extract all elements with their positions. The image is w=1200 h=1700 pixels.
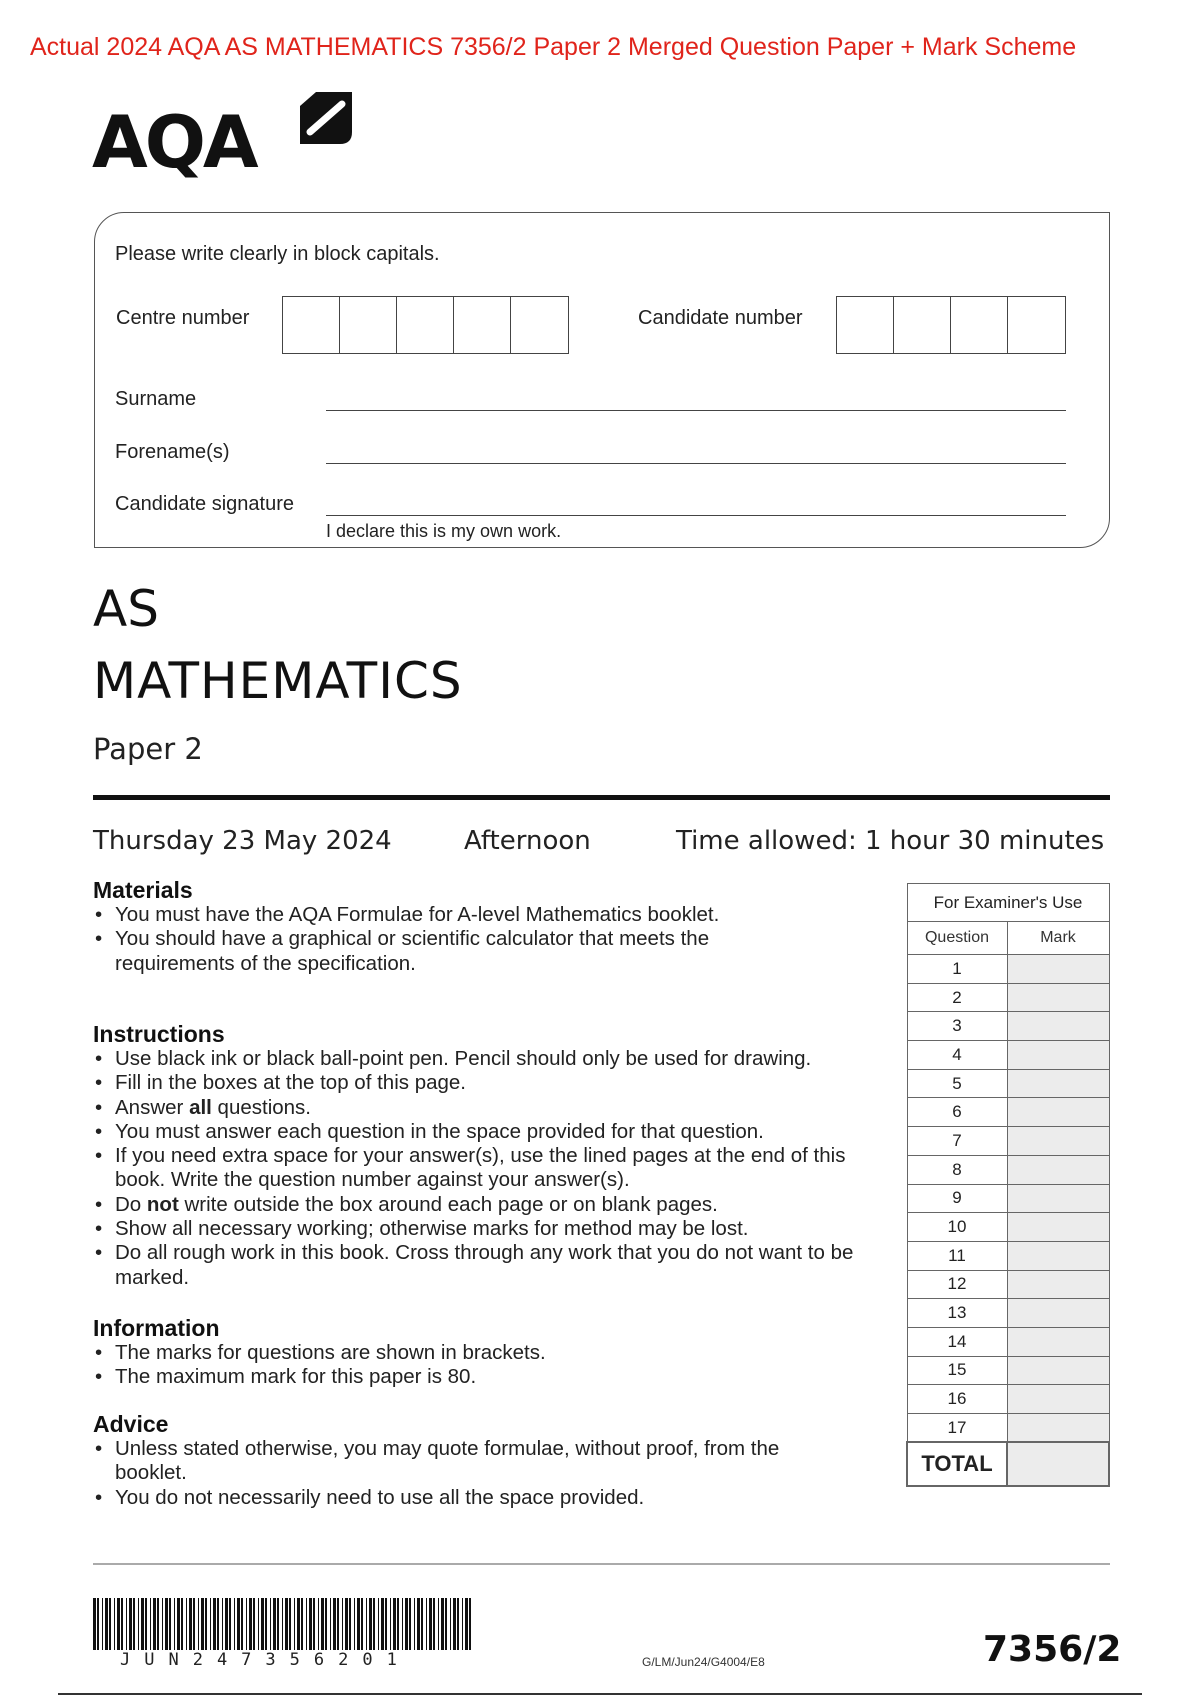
centre-number-boxes[interactable] — [282, 296, 569, 354]
candidate-number-digit[interactable] — [894, 297, 951, 353]
forename-field[interactable] — [326, 463, 1066, 464]
barcode-bar — [249, 1598, 252, 1650]
barcode-bar — [189, 1598, 192, 1650]
barcode-bar — [121, 1598, 123, 1650]
aqa-tick-icon — [298, 92, 352, 144]
table-row — [907, 1356, 1109, 1385]
page-bottom-line — [58, 1693, 1142, 1695]
header-divider — [93, 795, 1110, 800]
barcode-bar — [246, 1598, 247, 1650]
list-item: • The marks for questions are shown in brackets. — [93, 1341, 893, 1365]
barcode-bar — [285, 1598, 288, 1650]
surname-label: Surname — [115, 388, 197, 410]
mark-cell — [1007, 955, 1109, 984]
answer-all-suffix: questions. — [211, 1095, 312, 1119]
do-not-emphasis: not — [146, 1192, 179, 1216]
barcode-bar — [393, 1598, 396, 1650]
barcode-bar — [342, 1598, 343, 1650]
barcode-bar — [409, 1598, 411, 1650]
barcode-bar — [277, 1598, 279, 1650]
barcode-bar — [429, 1598, 432, 1650]
candidate-number-digit[interactable] — [837, 297, 894, 353]
barcode-bar — [109, 1598, 111, 1650]
barcode-bar — [390, 1598, 391, 1650]
candidate-number-digit[interactable] — [951, 297, 1008, 353]
question-number-cell: 14 — [907, 1327, 1007, 1356]
barcode-bar — [465, 1598, 468, 1650]
centre-number-digit[interactable] — [340, 297, 397, 353]
table-row — [907, 1241, 1109, 1270]
subject-name: MATHEMATICS — [93, 652, 463, 710]
subject-level: AS — [93, 580, 159, 638]
barcode-bar — [301, 1598, 303, 1650]
barcode-bar — [337, 1598, 339, 1650]
question-column-header: Question — [907, 922, 1007, 955]
question-number-cell: 12 — [907, 1270, 1007, 1299]
list-item — [93, 1096, 893, 1120]
barcode — [93, 1598, 473, 1650]
barcode-bar — [361, 1598, 363, 1650]
barcode-bar — [313, 1598, 315, 1650]
question-rows — [907, 955, 1109, 1443]
answer-all-prefix: Answer — [115, 1095, 190, 1119]
mark-cell — [1007, 1385, 1109, 1414]
table-row — [907, 1184, 1109, 1213]
barcode-bar — [138, 1598, 139, 1650]
barcode-text: JUN247356201 — [120, 1650, 411, 1670]
barcode-bar — [181, 1598, 183, 1650]
mark-cell — [1007, 1127, 1109, 1156]
barcode-bar — [198, 1598, 199, 1650]
list-item: • You should have a graphical or scientific calculator that meets the requirements of the specification. — [93, 927, 753, 976]
table-row — [907, 1270, 1109, 1299]
barcode-bar — [457, 1598, 459, 1650]
barcode-bar — [210, 1598, 211, 1650]
mark-cell — [1007, 1414, 1109, 1443]
barcode-bar — [234, 1598, 235, 1650]
barcode-bar — [102, 1598, 103, 1650]
barcode-bar — [225, 1598, 228, 1650]
barcode-bar — [373, 1598, 375, 1650]
barcode-bar — [354, 1598, 355, 1650]
barcode-bar — [385, 1598, 387, 1650]
table-row — [907, 983, 1109, 1012]
barcode-bar — [201, 1598, 204, 1650]
barcode-bar — [241, 1598, 243, 1650]
barcode-bar — [366, 1598, 367, 1650]
barcode-bar — [265, 1598, 267, 1650]
barcode-bar — [426, 1598, 427, 1650]
barcode-bar — [129, 1598, 132, 1650]
mark-cell — [1007, 1213, 1109, 1242]
list-item: • Use black ink or black ball-point pen. Pencil should only be used for drawing. — [93, 1047, 893, 1071]
barcode-bar — [433, 1598, 435, 1650]
list-item: • Unless stated otherwise, you may quote formulae, without proof, from the booklet. — [93, 1437, 813, 1486]
mark-cell — [1007, 1356, 1109, 1385]
question-number-cell: 13 — [907, 1299, 1007, 1328]
mark-cell — [1007, 1299, 1109, 1328]
total-label: TOTAL — [907, 1442, 1007, 1486]
table-row — [907, 1299, 1109, 1328]
barcode-bar — [205, 1598, 207, 1650]
mark-cell — [1007, 1155, 1109, 1184]
barcode-bar — [297, 1598, 300, 1650]
table-row — [907, 1069, 1109, 1098]
information-section — [93, 1315, 893, 1390]
table-row — [907, 1041, 1109, 1070]
information-heading: Information — [93, 1315, 220, 1341]
table-row — [907, 1414, 1109, 1443]
barcode-bar — [357, 1598, 360, 1650]
exam-date: Thursday 23 May 2024 — [93, 826, 392, 856]
mark-cell — [1007, 1098, 1109, 1127]
barcode-bar — [153, 1598, 156, 1650]
barcode-bar — [114, 1598, 115, 1650]
mark-cell — [1007, 1041, 1109, 1070]
centre-number-digit[interactable] — [283, 297, 340, 353]
question-number-cell: 11 — [907, 1241, 1007, 1270]
forename-label: Forename(s) — [115, 441, 230, 463]
signature-field[interactable] — [326, 515, 1066, 516]
centre-number-digit[interactable] — [511, 297, 568, 353]
list-item: • You do not necessarily need to use all the space provided. — [93, 1486, 893, 1510]
barcode-bar — [378, 1598, 379, 1650]
barcode-bar — [97, 1598, 99, 1650]
barcode-bar — [157, 1598, 159, 1650]
table-row — [907, 955, 1109, 984]
total-mark-cell — [1007, 1442, 1109, 1486]
barcode-bar — [186, 1598, 187, 1650]
aqa-logo-text: AQA — [92, 100, 256, 184]
centre-number-digit[interactable] — [454, 297, 511, 353]
mark-cell — [1007, 1327, 1109, 1356]
centre-number-digit[interactable] — [397, 297, 454, 353]
examiner-table-title: For Examiner's Use — [907, 884, 1109, 922]
barcode-bar — [325, 1598, 327, 1650]
barcode-bar — [453, 1598, 456, 1650]
barcode-bar — [193, 1598, 195, 1650]
barcode-bar — [213, 1598, 216, 1650]
question-number-cell: 17 — [907, 1414, 1007, 1443]
document-banner-title: Actual 2024 AQA AS MATHEMATICS 7356/2 Paper 2 Merged Question Paper + Mark Scheme — [30, 33, 1077, 61]
do-not-prefix: Do — [115, 1192, 147, 1216]
barcode-bar — [105, 1598, 108, 1650]
barcode-bar — [261, 1598, 264, 1650]
table-row — [907, 1127, 1109, 1156]
question-number-cell: 5 — [907, 1069, 1007, 1098]
barcode-bar — [162, 1598, 163, 1650]
barcode-bar — [381, 1598, 384, 1650]
advice-section — [93, 1411, 893, 1510]
barcode-bar — [321, 1598, 324, 1650]
footer-divider — [93, 1563, 1110, 1565]
mark-cell — [1007, 1241, 1109, 1270]
barcode-bar — [165, 1598, 168, 1650]
barcode-bar — [174, 1598, 175, 1650]
mark-cell — [1007, 1069, 1109, 1098]
list-item: • Show all necessary working; otherwise marks for method may be lost. — [93, 1217, 893, 1241]
barcode-bar — [294, 1598, 295, 1650]
answer-all-emphasis: all — [189, 1095, 212, 1119]
list-item: • Do all rough work in this book. Cross through any work that you do not want to be marked. — [93, 1241, 883, 1290]
table-row — [907, 1012, 1109, 1041]
exam-session: Afternoon — [464, 826, 591, 856]
table-row — [907, 1385, 1109, 1414]
list-item: • The maximum mark for this paper is 80. — [93, 1365, 893, 1389]
question-number-cell: 6 — [907, 1098, 1007, 1127]
barcode-bar — [345, 1598, 348, 1650]
candidate-number-boxes[interactable] — [836, 296, 1066, 354]
mark-cell — [1007, 983, 1109, 1012]
barcode-bar — [445, 1598, 447, 1650]
barcode-bar — [309, 1598, 312, 1650]
question-number-cell: 1 — [907, 955, 1007, 984]
signature-label: Candidate signature — [115, 493, 295, 515]
mark-cell — [1007, 1270, 1109, 1299]
examiner-use-table — [906, 883, 1110, 1487]
mark-column-header: Mark — [1007, 922, 1109, 955]
candidate-number-label: Candidate number — [638, 307, 803, 329]
question-number-cell: 15 — [907, 1356, 1007, 1385]
barcode-bar — [414, 1598, 415, 1650]
barcode-bar — [306, 1598, 307, 1650]
list-item: • You must answer each question in the space provided for that question. — [93, 1120, 893, 1144]
instructions-heading: Instructions — [93, 1021, 225, 1047]
block-capitals-instruction: Please write clearly in block capitals. — [115, 243, 440, 265]
barcode-bar — [222, 1598, 223, 1650]
barcode-bar — [441, 1598, 444, 1650]
barcode-bar — [438, 1598, 439, 1650]
barcode-bar — [93, 1598, 96, 1650]
question-number-cell: 10 — [907, 1213, 1007, 1242]
question-number-cell: 9 — [907, 1184, 1007, 1213]
barcode-bar — [462, 1598, 463, 1650]
document-reference: G/LM/Jun24/G4004/E8 — [642, 1655, 765, 1669]
barcode-bar — [133, 1598, 135, 1650]
paper-number: Paper 2 — [93, 732, 203, 766]
table-row — [907, 1098, 1109, 1127]
materials-heading: Materials — [93, 877, 193, 903]
barcode-bar — [450, 1598, 451, 1650]
barcode-bar — [229, 1598, 231, 1650]
barcode-bar — [177, 1598, 180, 1650]
time-allowed: Time allowed: 1 hour 30 minutes — [676, 826, 1105, 856]
barcode-bar — [469, 1598, 471, 1650]
barcode-bar — [417, 1598, 420, 1650]
table-row — [907, 1213, 1109, 1242]
list-item — [93, 1193, 893, 1217]
candidate-details-box — [94, 212, 1110, 548]
centre-number-label: Centre number — [116, 307, 250, 329]
barcode-bar — [237, 1598, 240, 1650]
table-row — [907, 1327, 1109, 1356]
list-item: • If you need extra space for your answer(s), use the lined pages at the end of this book. Write the question number against your answer(s). — [93, 1144, 883, 1193]
barcode-bar — [397, 1598, 399, 1650]
barcode-bar — [402, 1598, 403, 1650]
question-number-cell: 2 — [907, 983, 1007, 1012]
barcode-bar — [150, 1598, 151, 1650]
barcode-bar — [253, 1598, 255, 1650]
instructions-section — [93, 1021, 893, 1290]
barcode-bar — [289, 1598, 291, 1650]
barcode-bar — [270, 1598, 271, 1650]
declaration-text: I declare this is my own work. — [326, 521, 562, 541]
barcode-bar — [330, 1598, 331, 1650]
barcode-bar — [318, 1598, 319, 1650]
barcode-bar — [333, 1598, 336, 1650]
barcode-bar — [258, 1598, 259, 1650]
barcode-bar — [273, 1598, 276, 1650]
barcode-bar — [117, 1598, 120, 1650]
aqa-logo — [92, 92, 352, 182]
question-number-cell: 8 — [907, 1155, 1007, 1184]
advice-heading: Advice — [93, 1411, 169, 1437]
table-row — [907, 1155, 1109, 1184]
barcode-bar — [145, 1598, 147, 1650]
surname-field[interactable] — [326, 410, 1066, 411]
question-number-cell: 16 — [907, 1385, 1007, 1414]
list-item: • You must have the AQA Formulae for A-level Mathematics booklet. — [93, 903, 893, 927]
question-number-cell: 4 — [907, 1041, 1007, 1070]
do-not-suffix: write outside the box around each page or on blank pages. — [178, 1192, 718, 1216]
materials-section — [93, 877, 893, 976]
question-number-cell: 7 — [907, 1127, 1007, 1156]
mark-cell — [1007, 1184, 1109, 1213]
barcode-bar — [282, 1598, 283, 1650]
mark-cell — [1007, 1012, 1109, 1041]
barcode-bar — [141, 1598, 144, 1650]
barcode-bar — [369, 1598, 372, 1650]
barcode-bar — [217, 1598, 219, 1650]
question-number-cell: 3 — [907, 1012, 1007, 1041]
paper-code: 7356/2 — [983, 1629, 1122, 1670]
barcode-bar — [169, 1598, 171, 1650]
barcode-bar — [349, 1598, 351, 1650]
barcode-bar — [126, 1598, 127, 1650]
barcode-bar — [421, 1598, 423, 1650]
list-item: • Fill in the boxes at the top of this page. — [93, 1071, 893, 1095]
candidate-number-digit[interactable] — [1008, 297, 1065, 353]
barcode-bar — [405, 1598, 408, 1650]
